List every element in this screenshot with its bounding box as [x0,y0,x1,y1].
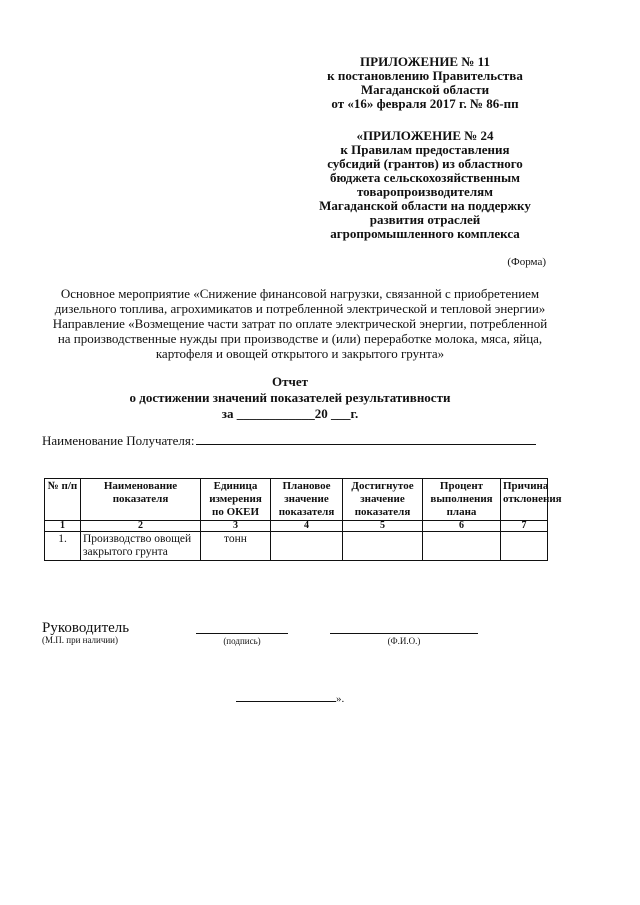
report-table [44,478,562,561]
appendix-24-line: развития отраслей [369,212,481,227]
appendix-24-line: агропромышленного комплекса [330,226,520,241]
row-number-cell: 1. [45,532,81,561]
appendix-24-block [300,129,550,241]
appendix-11-line: Магаданской области [360,82,490,97]
header-cell: Плановое значение показателя [271,479,343,521]
report-title: Отчет [272,374,308,389]
main-text-line: дизельного топлива, агрохимикатов и потребленной электрической и тепловой энергии» [54,301,546,316]
appendix-24-line: к Правилам предоставления [340,142,510,157]
achieved-value-cell[interactable] [343,532,423,561]
unit-cell: тонн [201,532,271,561]
appendix-24-line: товаропроизводителям [356,184,494,199]
fio-line[interactable] [330,633,478,634]
header-cell: Причина отклонения [501,479,548,521]
column-number: 3 [201,521,271,532]
recipient-label: Наименование Получателя: [42,433,195,448]
appendix-24-line: Магаданской области на поддержку [319,198,531,213]
main-text-line: Направление «Возмещение части затрат по оплате электрической энергии, потребленной [52,316,548,331]
deviation-reason-cell[interactable] [501,532,548,561]
percent-cell[interactable] [423,532,501,561]
column-number: 6 [423,521,501,532]
recipient-blank-line[interactable] [196,433,536,445]
header-cell: Достигнутое значение показателя [343,479,423,521]
report-subtitle: о достижении значений показателей результативности [129,390,451,405]
column-number: 7 [501,521,548,532]
table-header-row [45,479,548,521]
table-row [45,532,548,561]
appendix-11-line: к постановлению Правительства [327,68,523,83]
appendix-11-line: от «16» февраля 2017 г. № 86-пп [331,96,519,111]
signature-line[interactable] [196,633,288,634]
header-cell: Наименование показателя [81,479,201,521]
form-label: (Форма) [507,256,546,268]
report-period: за ____________20 ___г. [221,406,359,421]
header-cell: № п/п [45,479,81,521]
stamp-note: (М.П. при наличии) [42,635,118,645]
planned-value-cell[interactable] [271,532,343,561]
recipient-field [42,433,536,449]
appendix-24-line: субсидий (грантов) из областного [327,156,523,171]
indicator-name-cell: Производство овощей закрытого грунта [81,532,201,561]
appendix-24-title: «ПРИЛОЖЕНИЕ № 24 [356,128,494,143]
appendix-24-line: бюджета сельскохозяйственным [330,170,520,185]
column-number: 2 [81,521,201,532]
fio-caption: (Ф.И.О.) [387,636,421,646]
closing-mark [236,693,344,705]
column-number: 5 [343,521,423,532]
appendix-11-block [300,55,550,111]
closing-quote: ». [336,693,345,705]
header-cell: Процент выполнения плана [423,479,501,521]
closing-blank-line [236,694,336,702]
main-text-line: картофеля и овощей открытого и закрытого грунта» [155,346,445,361]
main-text-line: на производственные нужды при производстве и (или) переработке молока, мяса, яйца, [57,331,543,346]
column-number-row [45,521,548,532]
header-cell: Единица измерения по ОКЕИ [201,479,271,521]
column-number: 4 [271,521,343,532]
main-text-line: Основное мероприятие «Снижение финансовой нагрузки, связанной с приобретением [60,286,540,301]
report-heading [90,374,490,422]
column-number: 1 [45,521,81,532]
signature-caption: (подпись) [223,636,261,646]
main-measure-text [50,286,550,361]
appendix-11-title: ПРИЛОЖЕНИЕ № 11 [360,54,490,69]
head-label: Руководитель [42,620,130,636]
